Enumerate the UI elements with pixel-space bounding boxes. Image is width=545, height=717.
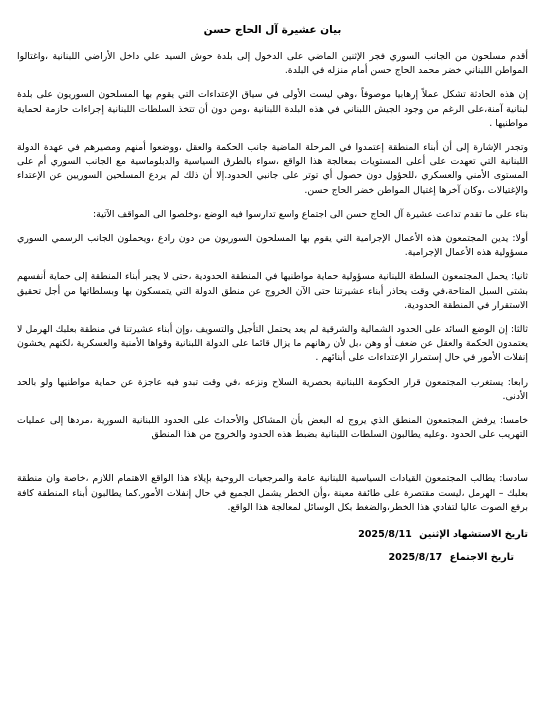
paragraph-incident: أقدم مسلحون من الجانب السوري فجر الإثنين الماضي على الدخول إلى بلدة حوش السيد علي داخل الأراضي اللبنانية ،واغتالوا المواطن اللبناني خضر محمد الحاج حسن أمام منزله في البلدة. [17, 51, 528, 77]
martyrdom-date-line [17, 529, 528, 540]
paragraph-background: وتجدر الإشارة إلى أن أبناء المنطقة إعتمدوا في المرحلة الماضية جانب الحكمة والعقل ،ووضعوا أمنهم ومصيرهم في عهدة الدولة اللبنانية التي تعهدت على أعلى المستويات بمعالجة هذا الواقع ،سواء بالطرق السياسية والدبلوماسية مع الجانب السوري أم على المستوى الأمني والعسكري ،للحؤول دون حصول أي توتر على جانبي الحدود.إلا أن ذلك لم يردع المسلحين السوريين عن الإعتداء والإغتيالات ،وكان آخرها إغتيال المواطن خضر الحاج حسن. [17, 142, 528, 196]
paragraph-point-fourth: رابعا: يستغرب المجتمعون قرار الحكومة اللبنانية بحصرية السلاح ونزعه ،في وقت تبدو فيه عاجزة عن حماية مواطنيها ولو بالحد الأدنى. [17, 376, 528, 402]
paragraph-point-third: ثالثا: إن الوضع السائد على الحدود الشمالية والشرقية لم يعد يحتمل التأجيل والتسويف ،وإن أبناء عشيرتنا في منطقة بعلبك الهرمل لا يعتمدون الحكمة والعقل عن ضعف أو وهن ،بل لأن رهانهم ما يزال قائما على الدولة اللبنانية وقواها الأمنية والعسكرية ،لكنهم يخشون إنفلات الأمور في حال إستمرار الإعتداءات على أبنائهم . [17, 324, 528, 364]
meeting-date-value: 2025/8/17 [388, 552, 443, 564]
paragraph-terror-act: إن هذه الحادثة تشكل عملاً إرهابيا موصوفاً ،وهي ليست الأولى في سياق الإعتداءات التي يقوم بها المسلحون السوريون على بلدة لبنانية آمنة،على الرغم من وجود الجيش اللبناني في هذه البلدة اللبنانية ،ومن دون أن تتخذ السلطات اللبنانية إجراءات حازمة لحماية مواطنيها . [17, 89, 528, 129]
paragraph-point-second: ثانيا: يحمل المجتمعون السلطة اللبنانية مسؤولية حماية مواطنيها في المنطقة الحدودية ،حتى لا يجبر أبناء المنطقة إلى حماية أنفسهم بشتى السبل المتاحة،في وقت يحاذر أبناء عشيرتنا حتى الآن الخروج عن منطق الدولة التي يتمسكون بها وبسلطاتها من أجل تحقيق الاستقرار في المنطقة الحدودية. [17, 271, 528, 311]
paragraph-meeting-intro: بناء على ما تقدم تداعت عشيرة آل الحاج حسن الى اجتماع واسع تدارسوا فيه الوضع ،وخلصوا الى المواقف الآتية: [92, 208, 528, 220]
paragraph-point-first: أولا: يدين المجتمعون هذه الأعمال الإجرامية التي يقوم بها المسلحون السوريون من دون رادع ،ويحملون الجانب الرسمي السوري مسؤولية هذه الأعمال الإجرامية. [17, 233, 528, 259]
paragraph-point-sixth: سادسا: يطالب المجتمعون القيادات السياسية اللبنانية عامة والمرجعيات الروحية بإيلاء هذا الواقع الاهتمام اللازم ،خاصة وان منطقة بعلبك – الهرمل ،ليست مقتصرة على طائفة معينة ،وأن الخطر يشمل الجميع في حال إنفلات الأمور.كما يطالبون أبناء المنطقة كافة برفع الصوت عاليا لتفادي هذا الخطر،والضغط بكل الوسائل لمعالجة هذا الواقع. [17, 473, 528, 513]
statement-title: بيان عشيرة آل الحاج حسن [203, 24, 342, 36]
meeting-date-line [17, 552, 528, 563]
martyrdom-date-value: 2025/8/11 [358, 529, 412, 541]
martyrdom-date-label: تاريخ الاستشهاد الإثنين [419, 529, 528, 541]
meeting-date-label: تاريخ الاجتماع [449, 552, 514, 564]
paragraph-point-fifth: خامسا: يرفض المجتمعون المنطق الذي يروج له البعض بأن المشاكل والأحداث على الحدود اللبنانية السورية ،مردها إلى عمليات التهريب على الحدود .وعليه يطالبون السلطات اللبنانية بضبط هذه الحدود والخروج من هذا المنطق [17, 415, 528, 441]
